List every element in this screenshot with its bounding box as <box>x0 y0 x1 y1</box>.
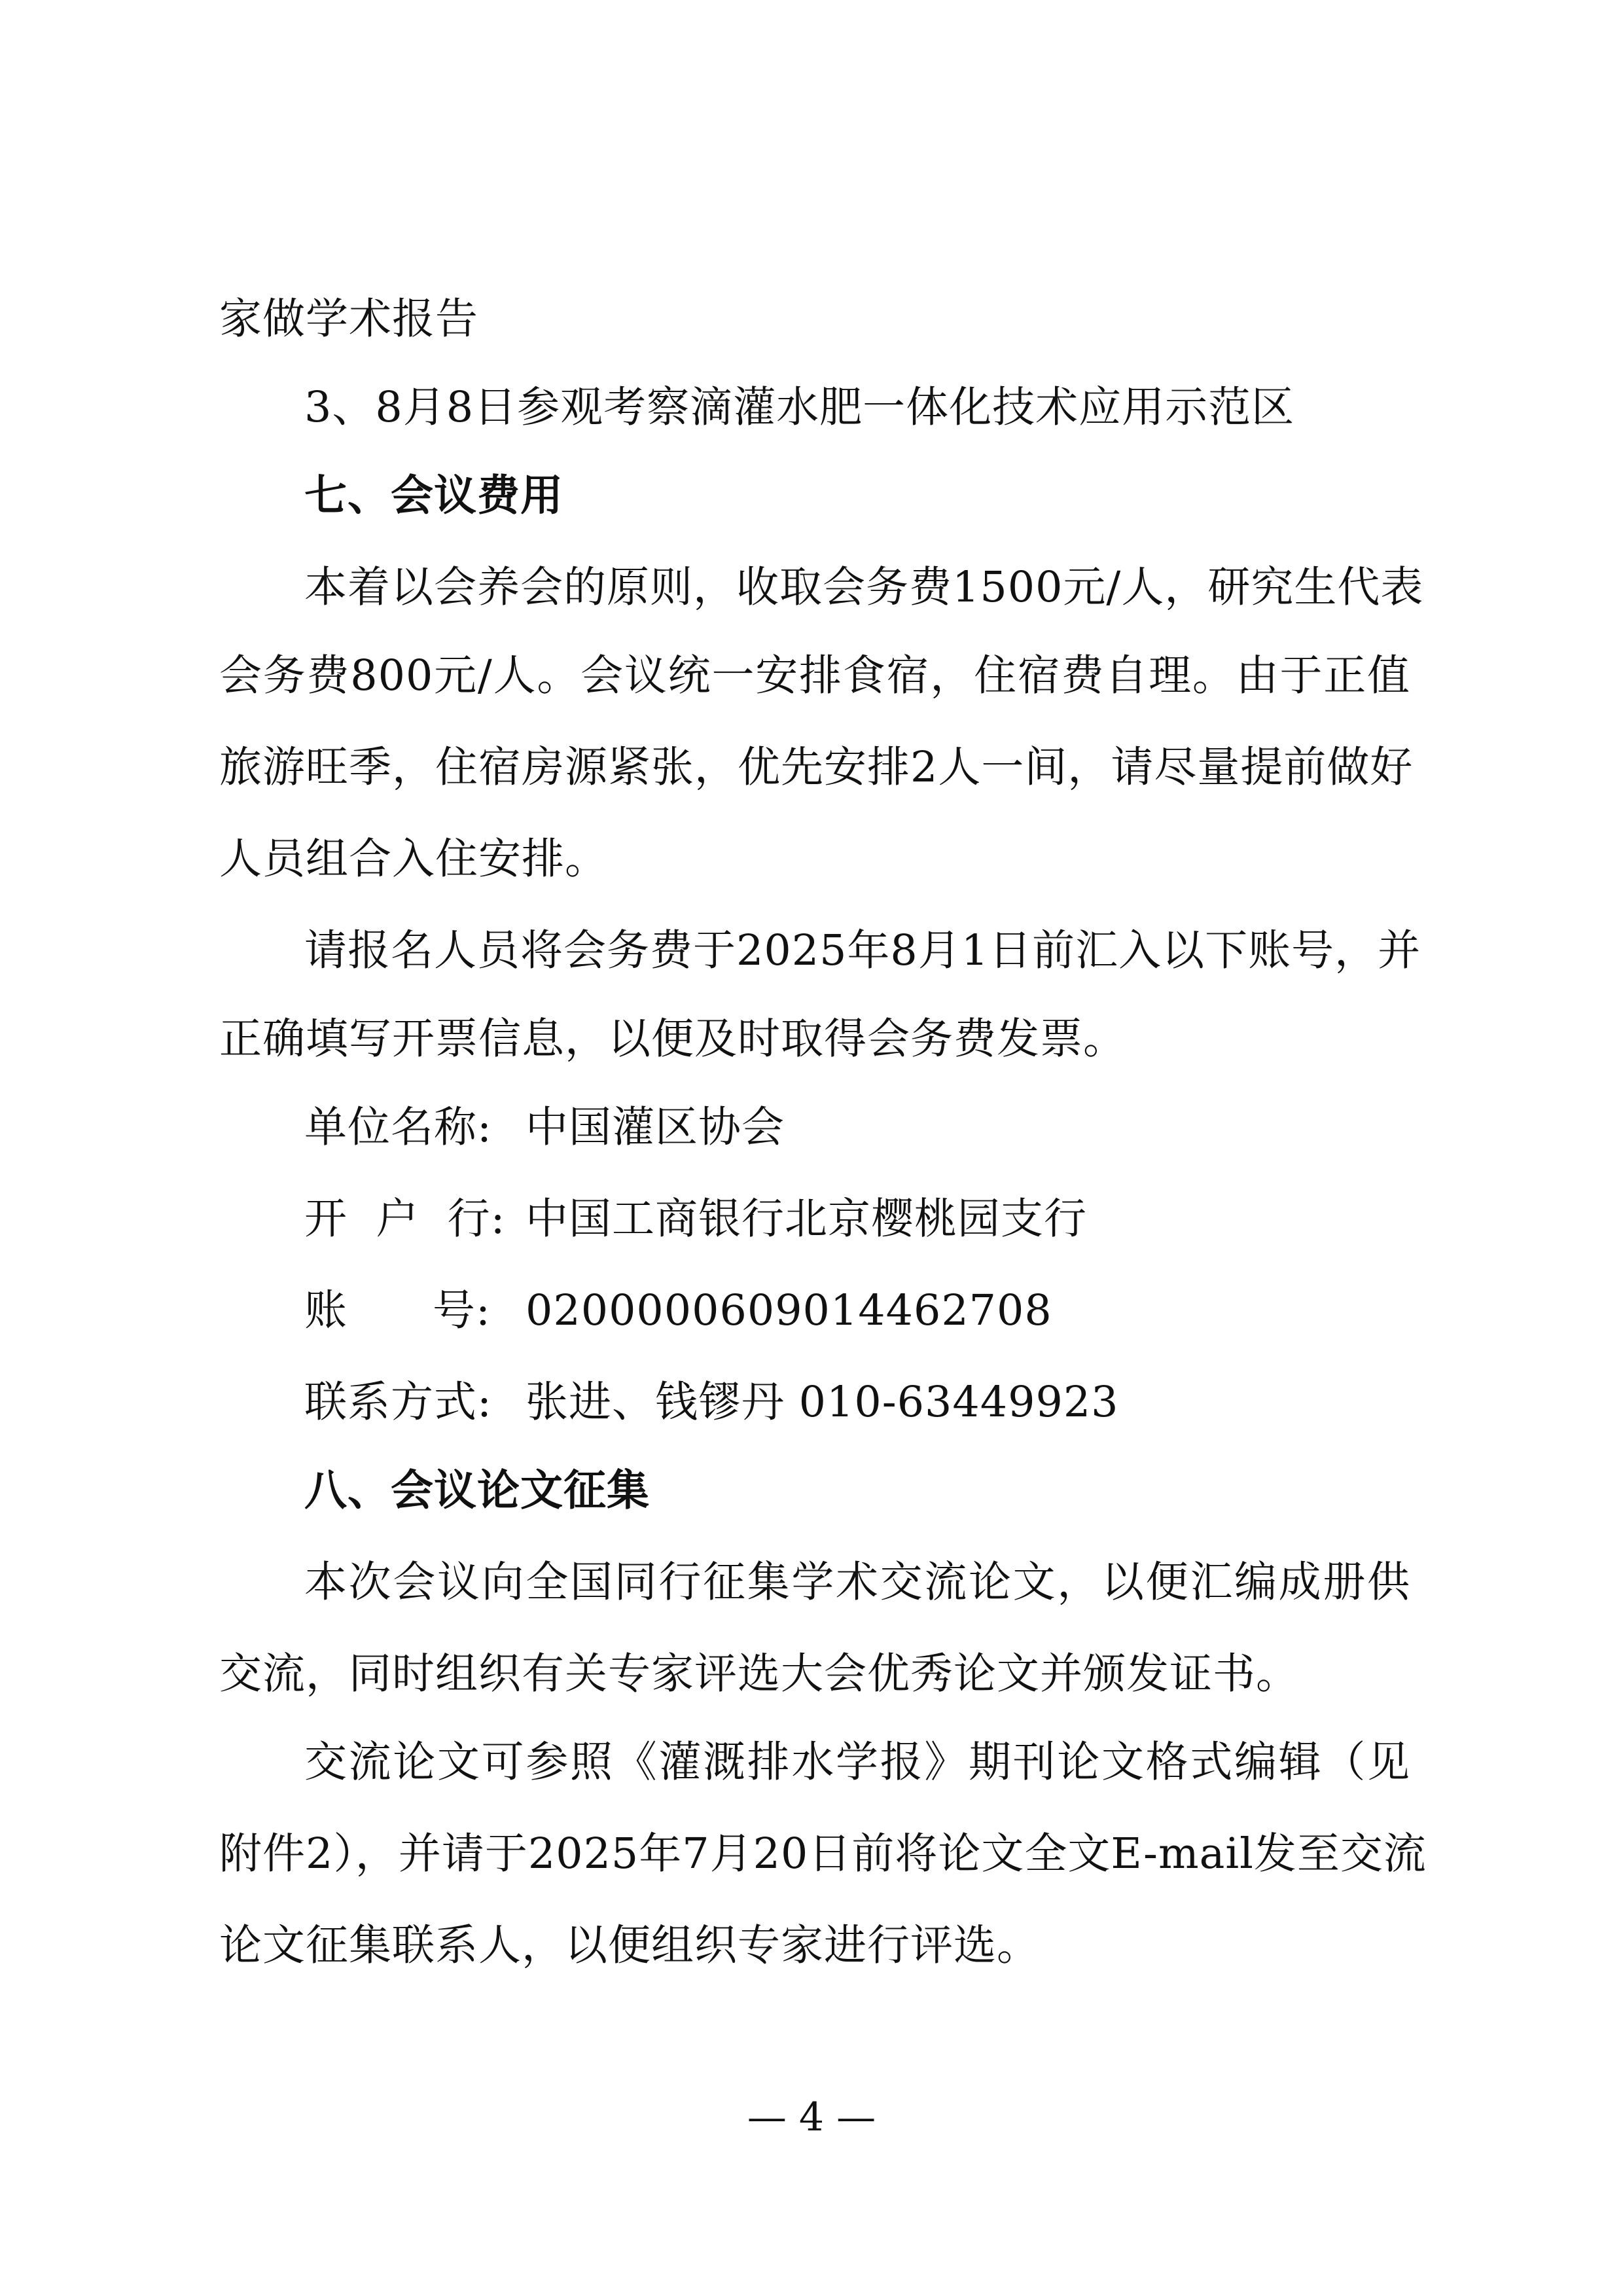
bank-unit-value: 中国灌区协会 <box>526 1103 785 1152</box>
bank-unit-row <box>304 1103 1410 1152</box>
bank-name-row <box>304 1194 1410 1244</box>
section-heading-papers: 八、会议论文征集 <box>304 1466 651 1515</box>
contact-value: 张进、钱镠丹 010-63449923 <box>526 1378 1119 1427</box>
bank-name-label: 开 户 行: <box>304 1194 506 1244</box>
contact-label: 联系方式: <box>304 1378 492 1427</box>
page-number: — 4 — <box>747 2094 876 2140</box>
text-line-fees-3: 旅游旺季，住宿房源紧张，优先安排2人一间，请尽量提前做好 <box>219 743 1414 792</box>
text-line-fees-2: 会务费800元/人。会议统一安排食宿，住宿费自理。由于正值 <box>219 651 1410 700</box>
text-line-fees-4: 人员组合入住安排。 <box>219 834 609 884</box>
bank-name-value: 中国工商银行北京樱桃园支行 <box>526 1194 1088 1244</box>
text-line-papers-2: 交流，同时组织有关专家评选大会优秀论文并颁发证书。 <box>219 1649 1300 1698</box>
section-heading-fees: 七、会议费用 <box>304 471 564 520</box>
text-line-papers-1: 本次会议向全国同行征集学术交流论文，以便汇编成册供 <box>304 1558 1410 1607</box>
text-line-format-2: 附件2），并请于2025年7月20日前将论文全文E-mail发至交流 <box>219 1829 1427 1878</box>
text-line-item-3: 3、8月8日参观考察滴灌水肥一体化技术应用示范区 <box>304 383 1295 432</box>
contact-row <box>304 1378 1410 1427</box>
text-line-fees-1: 本着以会养会的原则，收取会务费1500元/人，研究生代表 <box>304 563 1424 612</box>
text-line-format-1: 交流论文可参照《灌溉排水学报》期刊论文格式编辑（见 <box>304 1738 1410 1787</box>
bank-unit-label: 单位名称: <box>304 1103 492 1152</box>
text-line-payment-2: 正确填写开票信息，以便及时取得会务费发票。 <box>219 1014 1127 1064</box>
text-line-format-3: 论文征集联系人，以便组织专家进行评选。 <box>219 1921 1041 1970</box>
bank-account-row <box>304 1286 1410 1335</box>
text-line-continuation: 家做学术报告 <box>219 295 479 344</box>
bank-account-value: 0200000609014462708 <box>526 1286 1052 1335</box>
bank-account-label: 账 号: <box>304 1286 491 1335</box>
text-line-payment-1: 请报名人员将会务费于2025年8月1日前汇入以下账号，并 <box>304 926 1421 975</box>
